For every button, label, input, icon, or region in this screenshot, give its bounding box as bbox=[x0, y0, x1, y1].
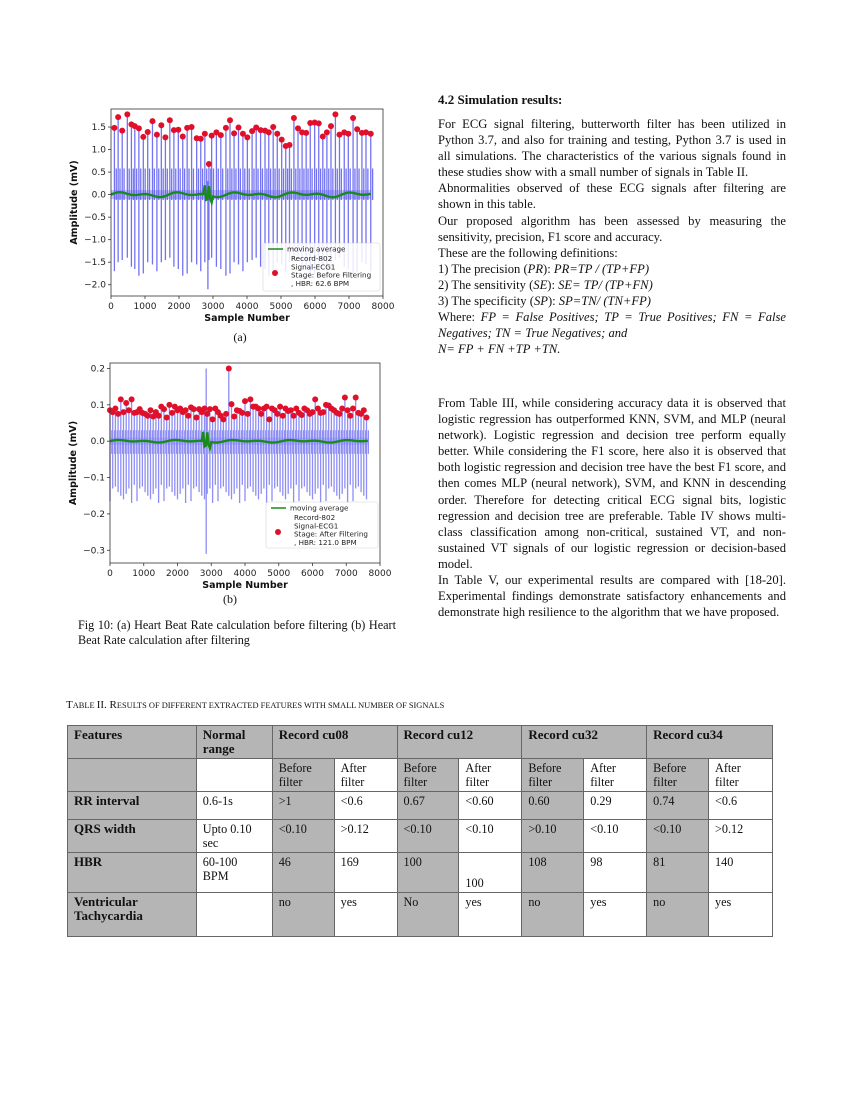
svg-text:5000: 5000 bbox=[269, 302, 293, 312]
svg-text:, HBR: 121.0 BPM: , HBR: 121.0 BPM bbox=[294, 537, 357, 547]
svg-text:2000: 2000 bbox=[167, 302, 191, 312]
svg-text:1000: 1000 bbox=[132, 569, 156, 579]
cell bbox=[196, 893, 272, 937]
svg-text:6000: 6000 bbox=[301, 569, 324, 579]
cell: 100 bbox=[397, 853, 459, 893]
cell: yes bbox=[709, 893, 773, 937]
chart-a-before-filtering bbox=[60, 100, 395, 330]
cell: no bbox=[522, 893, 584, 937]
svg-text:moving average: moving average bbox=[290, 503, 349, 513]
svg-text:Signal-ECG1: Signal-ECG1 bbox=[294, 521, 339, 531]
svg-text:4000: 4000 bbox=[233, 569, 257, 579]
svg-text:Stage: Before Filtering: Stage: Before Filtering bbox=[291, 270, 372, 280]
cell: <0.6 bbox=[334, 792, 397, 820]
table-row bbox=[68, 792, 773, 820]
cell: 169 bbox=[334, 853, 397, 893]
table-caption: TABLE II. RESULTS OF DIFFERENT EXTRACTED FEATURES WITH SMALL NUMBER OF SIGNALS bbox=[66, 699, 445, 711]
cell: no bbox=[647, 893, 709, 937]
cell: <0.60 bbox=[459, 792, 522, 820]
svg-text:Sample Number: Sample Number bbox=[204, 313, 290, 324]
paragraph: For ECG signal filtering, butterworth filter has been utilized in Python 3.7, and also for training and testing, Python 3.7 is used in all simulations. The characteristics of the various signals found in these studies show with a small number of signals in Table II. bbox=[438, 117, 786, 180]
svg-text:−1.0: −1.0 bbox=[84, 235, 106, 246]
definition-n: N= FP + FN +TP +TN. bbox=[438, 342, 561, 357]
cell: <0.10 bbox=[459, 820, 522, 853]
cell: 46 bbox=[272, 853, 334, 893]
svg-text:0: 0 bbox=[107, 569, 113, 579]
paragraph: In Table V, our experimental results are compared with [18-20]. Experimental findings demonstrate satisfactory enhancements and demonstrate high resilience to the algorithm that we have proposed. bbox=[438, 573, 786, 620]
svg-text:−0.1: −0.1 bbox=[83, 473, 105, 484]
cell: 81 bbox=[647, 853, 709, 893]
header-after: After filter bbox=[459, 759, 522, 792]
svg-text:0.2: 0.2 bbox=[90, 364, 105, 375]
header-normal-range: Normal range bbox=[196, 726, 272, 759]
cell: 108 bbox=[522, 853, 584, 893]
svg-text:3000: 3000 bbox=[199, 569, 223, 579]
svg-text:Stage: After Filtering: Stage: After Filtering bbox=[294, 529, 368, 539]
cell: 0.74 bbox=[647, 792, 709, 820]
header-before: Before filter bbox=[647, 759, 709, 792]
cell: yes bbox=[584, 893, 647, 937]
cell: >0.12 bbox=[334, 820, 397, 853]
header-before: Before filter bbox=[272, 759, 334, 792]
header-after: After filter bbox=[334, 759, 397, 792]
svg-text:8000: 8000 bbox=[368, 569, 392, 579]
row-label: HBR bbox=[68, 853, 197, 893]
features-table bbox=[67, 725, 773, 937]
subfigure-label-b: (b) bbox=[223, 592, 237, 606]
cell bbox=[459, 853, 522, 893]
svg-text:0.0: 0.0 bbox=[91, 190, 106, 201]
row-label: Ventricular Tachycardia bbox=[68, 893, 197, 937]
cell: 60-100 BPM bbox=[196, 853, 272, 893]
svg-text:1000: 1000 bbox=[133, 302, 157, 312]
svg-text:Signal-ECG1: Signal-ECG1 bbox=[291, 262, 336, 272]
cell: <0.10 bbox=[397, 820, 459, 853]
cell: yes bbox=[459, 893, 522, 937]
header-before: Before filter bbox=[397, 759, 459, 792]
paragraph: From Table III, while considering accuracy data it is observed that logistic regression has outperformed KNN, SVM, and MLP (neural network). Logistic regression and decision tree perform equally better. While considering the F1 score, here also it is observed that both logistic regression and decision tree have the best F1 score, and then comes MLP (neural network), SVM, and KNN in descending order. Therefore for detecting critical ECG signal bits, logistic regression and decision tree are preferable. Table IV shows multi-class classification among non-critical, sustained VT, and non-sustained VT signals of our logistic regression or decision-based model. bbox=[438, 396, 786, 571]
svg-text:−1.5: −1.5 bbox=[84, 258, 106, 269]
cell: 0.6-1s bbox=[196, 792, 272, 820]
svg-text:−0.3: −0.3 bbox=[83, 546, 105, 557]
svg-text:2000: 2000 bbox=[166, 569, 189, 579]
svg-text:4000: 4000 bbox=[235, 302, 259, 312]
row-label: RR interval bbox=[68, 792, 197, 820]
results-discussion bbox=[438, 395, 786, 620]
definition-where: Where: FP = False Positives; TP = True Positives; FN = False Negatives; TN = True Negatives; and bbox=[438, 310, 786, 341]
svg-text:, HBR: 62.6 BPM: , HBR: 62.6 BPM bbox=[291, 278, 350, 288]
figure-caption: Fig 10: (a) Heart Beat Rate calculation before filtering (b) Heart Beat Rate calculation after filtering bbox=[78, 618, 396, 647]
header-empty bbox=[196, 759, 272, 792]
svg-text:0.5: 0.5 bbox=[91, 168, 106, 179]
svg-text:5000: 5000 bbox=[267, 569, 291, 579]
header-empty bbox=[68, 759, 197, 792]
svg-text:0.1: 0.1 bbox=[90, 400, 105, 411]
ecg-plot-after-filtering bbox=[60, 355, 395, 590]
cell: 98 bbox=[584, 853, 647, 893]
svg-text:7000: 7000 bbox=[334, 569, 358, 579]
cell: <0.10 bbox=[272, 820, 334, 853]
svg-text:Sample Number: Sample Number bbox=[202, 580, 288, 590]
svg-text:−0.5: −0.5 bbox=[84, 213, 106, 224]
svg-text:1.0: 1.0 bbox=[91, 145, 106, 156]
definition-specificity: 3) The specificity (SP): SP=TN/ (TN+FP) bbox=[438, 294, 651, 309]
chart-b-after-filtering bbox=[60, 355, 395, 590]
cell: >1 bbox=[272, 792, 334, 820]
svg-text:Record-802: Record-802 bbox=[294, 513, 336, 522]
svg-text:moving average: moving average bbox=[287, 244, 346, 254]
ecg-plot-before-filtering bbox=[60, 100, 395, 330]
table-row bbox=[68, 853, 773, 893]
cell: 0.67 bbox=[397, 792, 459, 820]
cell: >0.10 bbox=[522, 820, 584, 853]
cell: <0.6 bbox=[709, 792, 773, 820]
row-label: QRS width bbox=[68, 820, 197, 853]
subfigure-label-a: (a) bbox=[233, 330, 247, 344]
svg-text:7000: 7000 bbox=[337, 302, 361, 312]
svg-text:3000: 3000 bbox=[201, 302, 225, 312]
table-row bbox=[68, 820, 773, 853]
svg-text:1.5: 1.5 bbox=[91, 123, 106, 134]
cell-value: 100 bbox=[465, 876, 484, 890]
header-record-cu12: Record cu12 bbox=[397, 726, 522, 759]
header-before: Before filter bbox=[522, 759, 584, 792]
header-record-cu32: Record cu32 bbox=[522, 726, 647, 759]
header-record-cu34: Record cu34 bbox=[647, 726, 773, 759]
section-heading: 4.2 Simulation results: bbox=[438, 92, 563, 107]
svg-text:−2.0: −2.0 bbox=[84, 280, 106, 291]
svg-text:0.0: 0.0 bbox=[90, 437, 105, 448]
header-after: After filter bbox=[584, 759, 647, 792]
svg-text:6000: 6000 bbox=[303, 302, 327, 312]
svg-text:8000: 8000 bbox=[371, 302, 395, 312]
cell: <0.10 bbox=[584, 820, 647, 853]
svg-text:Record-802: Record-802 bbox=[291, 254, 333, 263]
svg-text:Amplitude (mV): Amplitude (mV) bbox=[69, 160, 80, 245]
paragraph: Abnormalities observed of these ECG signals after filtering are shown in this table. bbox=[438, 181, 786, 212]
table-row bbox=[68, 893, 773, 937]
cell: no bbox=[272, 893, 334, 937]
cell: yes bbox=[334, 893, 397, 937]
paragraph: These are the following definitions: bbox=[438, 245, 618, 260]
cell: 0.29 bbox=[584, 792, 647, 820]
svg-text:0: 0 bbox=[108, 302, 114, 312]
cell: <0.10 bbox=[647, 820, 709, 853]
definition-precision: 1) The precision (PR): PR=TP / (TP+FP) bbox=[438, 261, 650, 276]
header-features: Features bbox=[68, 726, 197, 759]
definition-sensitivity: 2) The sensitivity (SE): SE= TP/ (TP+FN) bbox=[438, 277, 653, 292]
svg-text:Amplitude (mV): Amplitude (mV) bbox=[68, 420, 79, 506]
svg-text:−0.2: −0.2 bbox=[83, 509, 105, 520]
paragraph: Our proposed algorithm has been assessed by measuring the sensitivity, precision, F1 score and accuracy. bbox=[438, 213, 786, 244]
header-after: After filter bbox=[709, 759, 773, 792]
cell: >0.12 bbox=[709, 820, 773, 853]
header-record-cu08: Record cu08 bbox=[272, 726, 397, 759]
cell: 140 bbox=[709, 853, 773, 893]
cell: Upto 0.10 sec bbox=[196, 820, 272, 853]
cell: 0.60 bbox=[522, 792, 584, 820]
cell: No bbox=[397, 893, 459, 937]
section-body bbox=[438, 116, 786, 357]
